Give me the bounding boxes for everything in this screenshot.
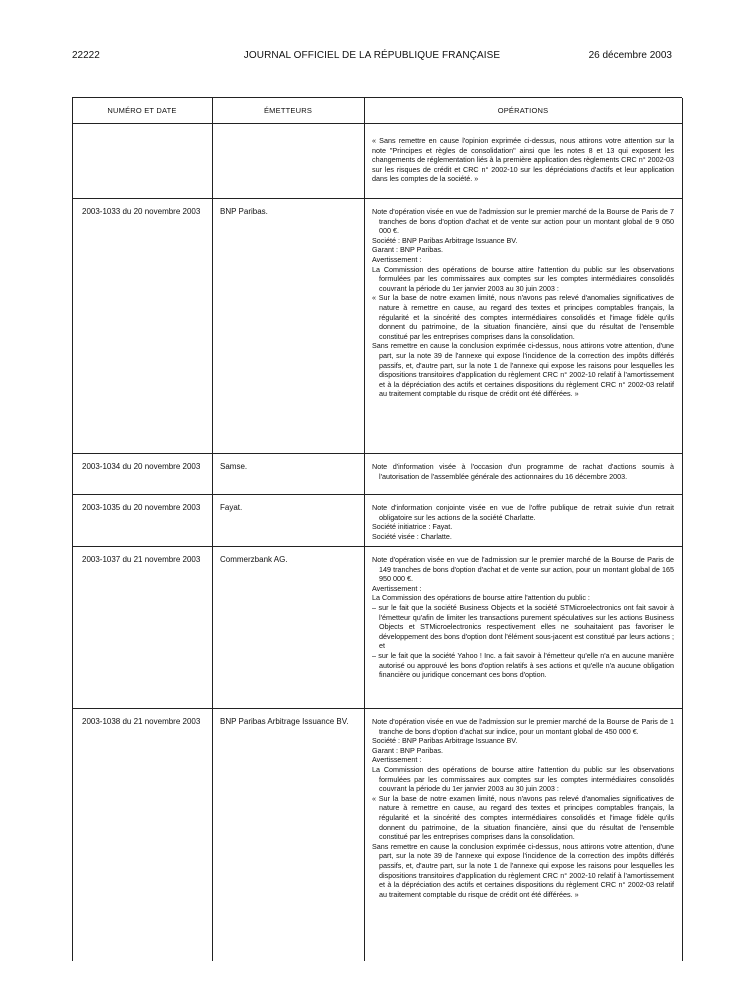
operation-paragraph: Sans remettre en cause la conclusion exprimée ci-dessus, nous attirons votre attention, d'une part, sur la note 39 de l'annexe qui expose l'incidence de la correction des impôts différés passifs, et, d'autre part, sur la note 1 de l'annexe qui expose les raisons pour lesquelles les dispositions transitoires d'application du règlement CRC n° 2002-10 relatif à l'amortissement et à la dépréciation des actifs et certaines dispositions du règlement CRC n° 2002-03 relatif au traitement comptable du risque de crédit ont été différées. »	[372, 841, 674, 899]
table-row	[72, 123, 682, 199]
table-header	[72, 98, 682, 124]
table-row	[72, 708, 682, 961]
operation-paragraph: « Sur la base de notre examen limité, nous n'avons pas relevé d'anomalies significatives de nature à remettre en cause, au regard des textes et principes comptables français, la régularité et la sincérité des comptes intermédiaires consolidés et l'image fidèle qu'ils donnent du patrimoine, de la situation financière, ainsi que du résultat de l'ensemble constitué par les entreprises comprises dans la consolidation.	[372, 793, 674, 842]
page-header	[72, 50, 672, 62]
operation-paragraph: – sur le fait que la société Yahoo ! Inc. a fait savoir à l'émetteur qu'elle n'a en aucune manière autorisé ou approuvé les bons d'option relatifs à ses actions et qu'elle n'a aucune obligation financière ou juridique concernant ces bons d'option.	[372, 650, 674, 680]
operation-paragraph: « Sans remettre en cause l'opinion exprimée ci-dessus, nous attirons votre attention sur la note "Principes et règles de consolidation" ainsi que les notes 8 et 13 qui exposent les changements de réglementation liés à la première application des règlements CRC n° 2002-03 sur les risques de crédit et CRC n° 2002-10 sur les dépréciations d'actifs et leur application dans les comptes de la société. »	[372, 136, 674, 184]
row-number-date: 2003-1035 du 20 novembre 2003	[82, 503, 201, 512]
operation-paragraph: Note d'opération visée en vue de l'admission sur le premier marché de la Bourse de Paris de 1 tranche de bons d'option d'achat sur indice, pour un montant global de 450 000 €.	[372, 717, 674, 736]
operation-paragraph: Note d'opération visée en vue de l'admission sur le premier marché de la Bourse de Paris de 7 tranches de bons d'option d'achat et de vente sur action pour un montant global de 9 050 000 €.	[372, 207, 674, 236]
row-operations	[372, 717, 674, 899]
issue-date: 26 décembre 2003	[588, 50, 672, 61]
operation-paragraph: Note d'opération visée en vue de l'admission sur le premier marché de la Bourse de Paris de 149 tranches de bons d'option d'achat et de vente sur action, pour un montant global de 165 950 000 €.	[372, 555, 674, 584]
row-operations	[372, 207, 674, 399]
operation-paragraph: La Commission des opérations de bourse attire l'attention du public sur les observations formulées par les commissaires aux comptes sur les comptes intermédiaires consolidés couvrant la période du 1er janvier 2003 au 30 juin 2003 :	[372, 764, 674, 794]
column-header-issuers: ÉMETTEURS	[263, 106, 313, 115]
row-number-date: 2003-1037 du 21 novembre 2003	[82, 555, 201, 564]
operation-paragraph: « Sur la base de notre examen limité, nous n'avons pas relevé d'anomalies significatives de nature à remettre en cause, au regard des textes et principes comptables français, la régularité et la sincérité des comptes intermédiaires consolidés et l'image fidèle qu'ils donnent du patrimoine, de la situation financière, ainsi que du résultat de l'ensemble constitué par les entreprises comprises dans la consolidation.	[372, 293, 674, 341]
row-number-date: 2003-1038 du 21 novembre 2003	[82, 717, 201, 726]
operation-paragraph: Note d'information conjointe visée en vue de l'offre publique de retrait suivie d'un retrait obligatoire sur les actions de la société Charlatte.	[372, 503, 674, 522]
operation-paragraph: Société visée : Charlatte.	[372, 531, 452, 541]
operation-paragraph: Garant : BNP Paribas.	[372, 245, 443, 255]
row-issuer: Commerzbank AG.	[220, 555, 288, 564]
operation-paragraph: Société initiatrice : Fayat.	[372, 522, 453, 532]
operation-paragraph: Garant : BNP Paribas.	[372, 745, 443, 755]
operation-paragraph: Note d'information visée à l'occasion d'un programme de rachat d'actions soumis à l'autorisation de l'assemblée générale des actionnaires du 16 décembre 2003.	[372, 462, 674, 481]
row-issuer: Samse.	[220, 462, 248, 471]
row-number-date: 2003-1034 du 20 novembre 2003	[82, 462, 201, 471]
row-operations	[372, 136, 674, 184]
row-issuer: BNP Paribas Arbitrage Issuance BV.	[220, 717, 349, 726]
table-row	[72, 453, 682, 495]
operation-paragraph: Société : BNP Paribas Arbitrage Issuance BV.	[372, 736, 518, 746]
table-row	[72, 546, 682, 709]
operation-paragraph: La Commission des opérations de bourse attire l'attention du public :	[372, 593, 590, 603]
row-number-date: 2003-1033 du 20 novembre 2003	[82, 207, 201, 216]
row-issuer: BNP Paribas.	[220, 207, 268, 216]
column-header-number-date: NUMÉRO ET DATE	[107, 106, 177, 115]
row-operations	[372, 555, 674, 680]
row-operations	[372, 503, 674, 541]
operations-table	[72, 97, 682, 961]
operation-paragraph: Sans remettre en cause la conclusion exprimée ci-dessus, nous attirons votre attention, d'une part, sur la note 39 de l'annexe qui expose l'incidence de la correction des impôts différés passifs, et, d'autre part, sur la note 1 de l'annexe qui expose les raisons pour lesquelles les dispositions transitoires d'application du règlement CRC n° 2002-10 relatif à l'amortissement et à la dépréciation des actifs et certaines dispositions du règlement CRC n° 2002-03 relatif au traitement comptable du risque de crédit ont été différées. »	[372, 341, 674, 399]
column-header-operations: OPÉRATIONS	[497, 106, 549, 115]
row-operations	[372, 462, 674, 481]
operation-paragraph: Société : BNP Paribas Arbitrage Issuance BV.	[372, 235, 518, 245]
operation-paragraph: Avertissement :	[372, 583, 422, 593]
column-divider	[682, 98, 683, 961]
table-row	[72, 198, 682, 454]
table-row	[72, 494, 682, 547]
journal-title: JOURNAL OFFICIEL DE LA RÉPUBLIQUE FRANÇAISE	[243, 50, 501, 61]
operation-paragraph: Avertissement :	[372, 755, 422, 765]
operation-paragraph: Avertissement :	[372, 254, 422, 264]
operation-paragraph: La Commission des opérations de bourse attire l'attention du public sur les observations formulées par les commissaires aux comptes sur les comptes intermédiaires consolidés couvrant la période du 1er janvier 2003 au 30 juin 2003 :	[372, 264, 674, 293]
operation-paragraph: – sur le fait que la société Business Objects et la société STMicroelectronics ont fait savoir à l'émetteur qu'afin de limiter les transactions purement spéculatives sur les actions Business Objects et STMicroelectronics respectivement elles ne souhaitaient pas favoriser le développement des bons d'option dont l'élément sous-jacent est constitué par leurs actions ; et	[372, 602, 674, 651]
row-issuer: Fayat.	[220, 503, 243, 512]
page-number: 22222	[72, 50, 100, 61]
